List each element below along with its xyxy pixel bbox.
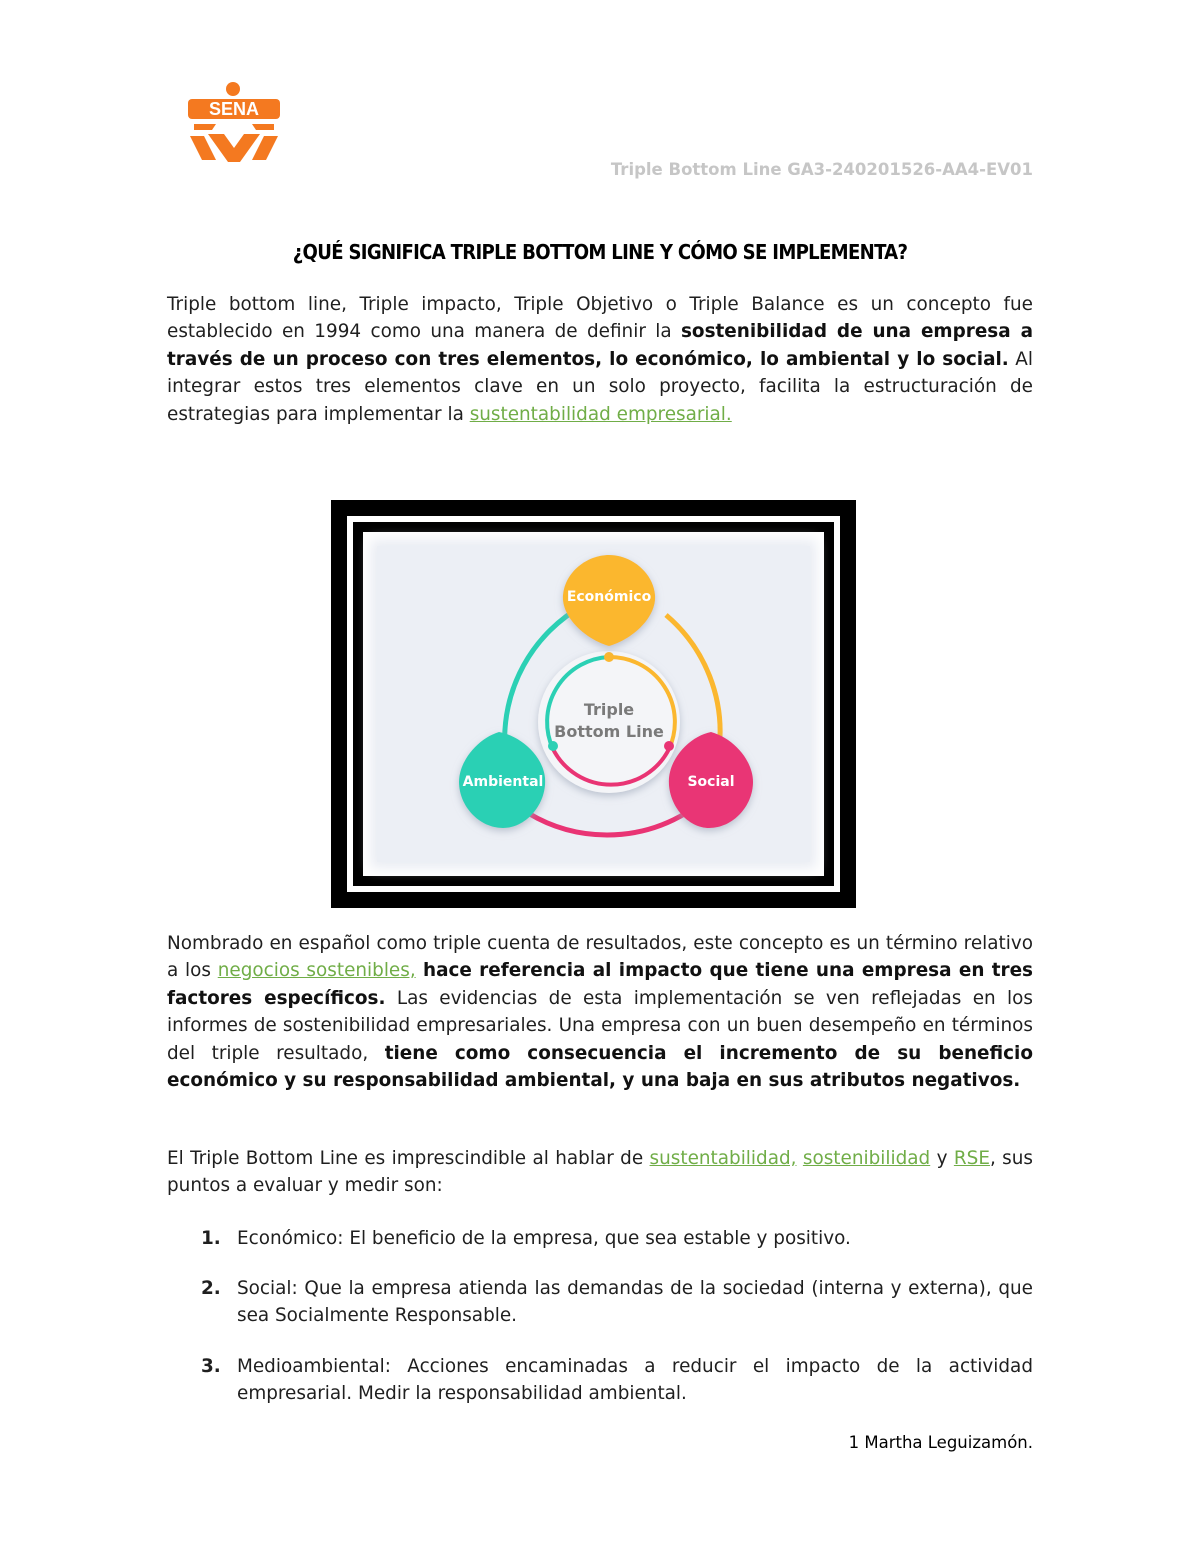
list-item: 3. Medioambiental: Acciones encaminadas a reducir el impacto de la actividad empresarial. Medir la responsabilidad ambiental. [201,1356,1033,1405]
link-negocios-sostenibles[interactable]: negocios sostenibles, [217,960,416,982]
link-sustentabilidad[interactable]: sustentabilidad, [649,1148,797,1169]
diagram-center-line2: Bottom Line [554,722,664,741]
diagram-ambiental-label: Ambiental [462,774,544,790]
link-sustentabilidad-empresarial[interactable]: sustentabilidad empresarial. [469,403,732,425]
intro-paragraph: Triple bottom line, Triple impacto, Triple Objetivo o Triple Balance es un concepto fue establecido en 1994 como una manera de definir la sostenibilidad de una empresa a través de un proceso con tres elementos, lo económico, lo ambiental y lo social. Al integrar estos tres elementos clave en un solo proyecto, facilita la estructuración de estrategias para implementar la sustentabilidad empresarial. [167,294,1033,425]
third-paragraph: El Triple Bottom Line es imprescindible al hablar de sustentabilidad, sostenibilidad y RSE, sus puntos a evaluar y medir son: [167,1148,1033,1197]
sena-logo [186,80,282,164]
diagram-center-line1: Triple [583,700,635,719]
footnote: 1 Martha Leguizamón. [848,1433,1033,1452]
link-sostenibilidad[interactable]: sostenibilidad [802,1148,931,1169]
link-rse[interactable]: RSE [953,1148,990,1169]
diagram-economico-label: Económico [566,589,652,605]
list-item: 2. Social: Que la empresa atienda las demandas de la sociedad (interna y externa), que sea Socialmente Responsable. [201,1278,1033,1327]
sena-logo-text: SENA [208,99,260,119]
list-item: 1. Económico: El beneficio de la empresa, que sea estable y positivo. [201,1228,851,1249]
triple-bottom-line-diagram [331,500,856,908]
second-paragraph: Nombrado en español como triple cuenta de resultados, este concepto es un término relativo a los negocios sostenibles, hace referencia al impacto que tiene una empresa en tres factores específicos. Las evidencias de esta implementación se ven reflejadas en los informes de sostenibilidad empresariales. Una empresa con un buen desempeño en términos del triple resultado, tiene como consecuencia el incremento de su beneficio económico y su responsabilidad ambiental, y una baja en sus atributos negativos. [167,933,1034,1092]
document-title: ¿QUÉ SIGNIFICA TRIPLE BOTTOM LINE Y CÓMO SE IMPLEMENTA? [292,240,908,264]
header-title: Triple Bottom Line GA3-240201526-AA4-EV01 [610,160,1033,179]
diagram-social-label: Social [687,774,735,790]
